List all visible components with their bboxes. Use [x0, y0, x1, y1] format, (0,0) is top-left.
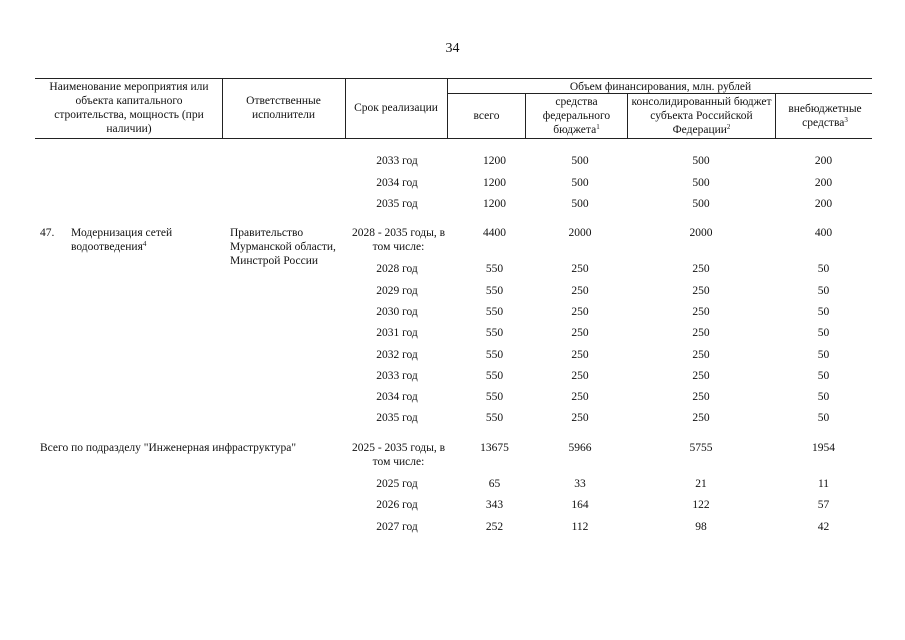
period-cell: 2027 год	[376, 521, 418, 533]
period-cell: 2035 год	[376, 412, 418, 424]
regional-cell: 500	[692, 155, 710, 167]
total-cell: 550	[485, 412, 504, 424]
extra-cell: 1954	[812, 442, 835, 454]
extra-cell: 50	[817, 412, 830, 424]
federal-cell: 112	[571, 521, 589, 533]
regional-cell: 250	[692, 391, 710, 403]
header-bottom-rule	[35, 138, 872, 139]
period-cell: 2033 год	[376, 370, 418, 382]
header-extra: внебюджетные средства$^3$	[788, 103, 862, 129]
regional-cell: 250	[692, 327, 710, 339]
period-cell: 2033 год	[376, 155, 418, 167]
regional-cell: 250	[692, 263, 710, 275]
header-funding: Объем финансирования, млн. рублей	[569, 81, 752, 93]
federal-cell: 33	[574, 478, 586, 490]
extra-cell: 57	[817, 499, 830, 511]
federal-cell: 250	[571, 391, 589, 403]
federal-cell: 500	[571, 155, 589, 167]
federal-cell: 250	[571, 327, 589, 339]
total-cell: 1200	[483, 177, 506, 189]
period-cell: 2026 год	[376, 499, 418, 511]
federal-cell: 250	[571, 285, 589, 297]
regional-cell: 500	[692, 198, 710, 210]
total-cell: 550	[485, 349, 504, 361]
regional-cell: 250	[692, 306, 710, 318]
period-cell: 2025 год	[376, 478, 418, 490]
total-cell: 65	[488, 478, 501, 490]
extra-cell: 42	[817, 521, 830, 533]
header-executors: Ответственные исполнители	[246, 95, 321, 121]
total-cell: 550	[485, 327, 504, 339]
footnote-mark: 2	[726, 123, 731, 131]
extra-cell: 11	[817, 478, 830, 490]
federal-cell: 5966	[568, 442, 592, 454]
total-cell: 1200	[483, 198, 506, 210]
item-number: 47.	[40, 227, 55, 239]
extra-cell: 50	[817, 285, 830, 297]
period-cell: 2034 год	[376, 391, 418, 403]
item-executors: Правительство Мурманской области, Минстрой России	[230, 227, 336, 267]
extra-cell: 200	[814, 155, 833, 167]
extra-cell: 200	[814, 177, 833, 189]
total-cell: 550	[485, 391, 504, 403]
period-cell: 2031 год	[376, 327, 418, 339]
federal-cell: 2000	[568, 227, 592, 239]
regional-cell: 250	[692, 349, 710, 361]
header-divider	[775, 93, 776, 138]
extra-cell: 50	[817, 370, 830, 382]
period-cell: 2035 год	[376, 198, 418, 210]
regional-cell: 2000	[689, 227, 713, 239]
header-top-rule	[35, 78, 872, 79]
subtotal-name: Всего по подразделу "Инженерная инфраструктура"	[40, 442, 297, 454]
period-cell: 2028 год	[376, 263, 418, 275]
regional-cell: 500	[692, 177, 710, 189]
total-cell: 343	[485, 499, 504, 511]
header-period: Срок реализации	[354, 102, 438, 114]
page-number: 34	[445, 41, 460, 56]
extra-cell: 50	[817, 349, 830, 361]
total-cell: 13675	[480, 442, 509, 454]
total-cell: 550	[485, 370, 504, 382]
federal-cell: 250	[571, 306, 589, 318]
header-divider	[222, 78, 223, 138]
item-name: Модернизация сетей водоотведения$^4$	[71, 227, 173, 253]
header-divider	[345, 78, 346, 138]
period-cell: 2030 год	[376, 306, 418, 318]
extra-cell: 50	[817, 263, 830, 275]
regional-cell: 122	[692, 499, 710, 511]
federal-cell: 164	[571, 499, 589, 511]
footnote-mark: 3	[844, 116, 848, 124]
total-cell: 550	[485, 263, 504, 275]
federal-cell: 250	[571, 349, 589, 361]
total-cell: 1200	[483, 155, 506, 167]
regional-cell: 250	[692, 285, 710, 297]
period-cell: 2025 - 2035 годы, в том числе:	[351, 442, 446, 468]
extra-cell: 400	[814, 227, 833, 239]
header-divider	[627, 93, 628, 138]
total-cell: 4400	[483, 227, 506, 239]
header-divider	[525, 93, 526, 138]
footnote-mark: 4	[142, 240, 147, 248]
extra-cell: 50	[817, 327, 830, 339]
extra-cell: 50	[817, 391, 830, 403]
regional-cell: 21	[695, 478, 707, 490]
period-cell: 2028 - 2035 годы, в том числе:	[351, 227, 446, 253]
regional-cell: 250	[692, 370, 710, 382]
footnote-mark: 1	[596, 123, 600, 131]
federal-cell: 500	[571, 177, 589, 189]
header-total: всего	[473, 110, 500, 122]
federal-cell: 250	[571, 370, 589, 382]
federal-cell: 250	[571, 412, 589, 424]
header-divider	[447, 78, 448, 138]
federal-cell: 250	[571, 263, 589, 275]
period-cell: 2034 год	[376, 177, 418, 189]
federal-cell: 500	[571, 198, 589, 210]
header-name: Наименование мероприятия или объекта капитального строительства, мощность (при наличии)	[49, 81, 209, 135]
header-federal: средства федерального бюджета$^1$	[542, 96, 611, 136]
extra-cell: 200	[814, 198, 833, 210]
total-cell: 252	[485, 521, 504, 533]
extra-cell: 50	[817, 306, 830, 318]
regional-cell: 250	[692, 412, 710, 424]
total-cell: 550	[485, 285, 504, 297]
period-cell: 2032 год	[376, 349, 418, 361]
regional-cell: 5755	[689, 442, 713, 454]
total-cell: 550	[485, 306, 504, 318]
regional-cell: 98	[695, 521, 707, 533]
period-cell: 2029 год	[376, 285, 418, 297]
header-regional: консолидированный бюджет субъекта Российской Федерации$^2$	[631, 96, 772, 136]
